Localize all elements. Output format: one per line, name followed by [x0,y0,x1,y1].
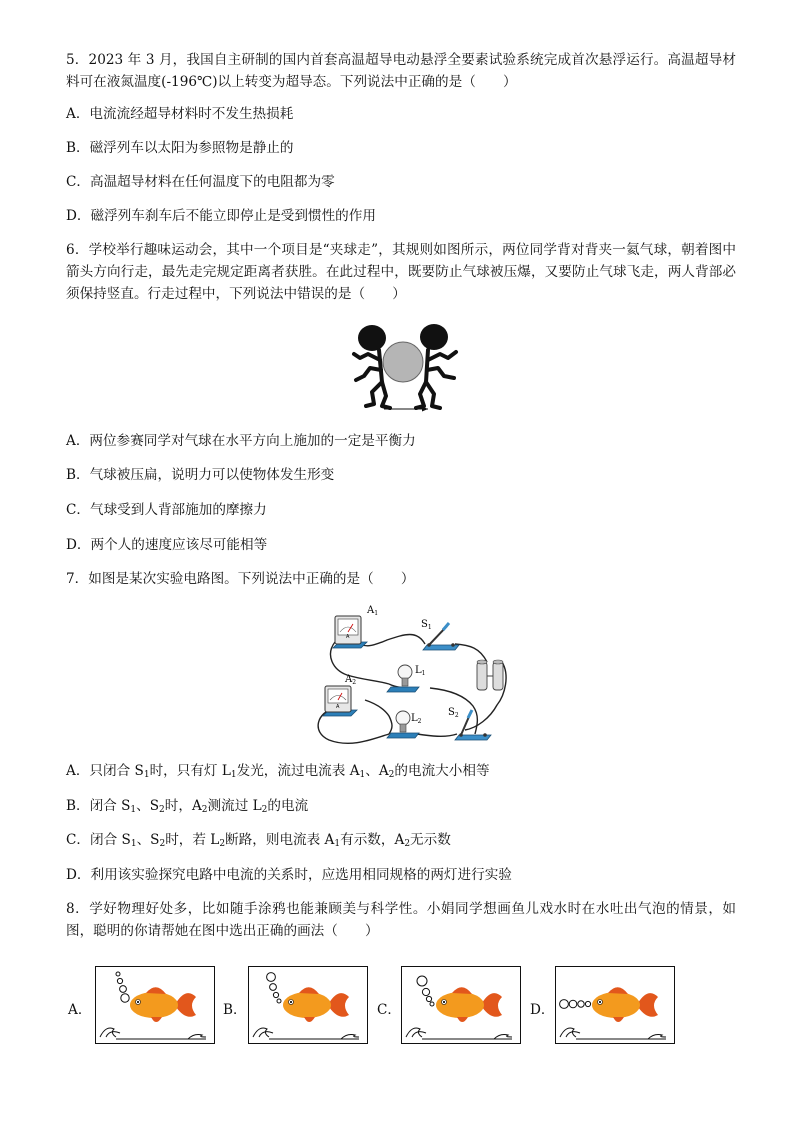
bubbles-icon [560,1000,591,1009]
q5-option-b[interactable]: B．磁浮列车以太阳为参照物是静止的 [66,140,294,156]
question-6-stem: 6．学校举行趣味运动会，其中一个项目是“夹球走”，其规则如图所示，两位同学背对背夹一氦气球，朝着图中箭头方向行走，最先走完规定距离者获胜。在此过程中，既要防止气球被压爆，又要防止气球飞走，两人背部必须保持竖直。行走过程中，下列说法中错误的是（ ） [66,242,736,302]
battery [477,660,503,690]
ball-walk-figure [346,320,466,415]
q8-choice-d-label[interactable]: D． [530,1002,555,1018]
q8-choice-c-picture[interactable] [401,966,521,1044]
q7-option-b[interactable]: B．闭合 $S_1$、$S_2$时，$A_2$测流过 $L_2$的电流 [66,798,309,815]
seaweed-icon [560,1028,666,1039]
q6-option-d[interactable]: D．两个人的速度应该尽可能相等 [66,537,268,553]
left-person-head [358,325,386,351]
question-5-stem: 5．2023 年 3 月，我国自主研制的国内首套高温超导电动悬浮全要素试验系统完成首次悬浮运行。高温超导材料可在液氮温度(-196℃)以上转变为超导态。下列说法中正确的是（ ） [66,52,736,90]
q6-option-c[interactable]: C．气球受到人背部施加的摩擦力 [66,502,267,518]
bubbles-icon [267,973,281,1003]
label-a1: $A_1$ [367,605,379,617]
q7-option-a[interactable]: A．只闭合 $S_1$时，只有灯 $L_1$发光，流过电流表 $A_1$、$A_2$的电流大小相等 [66,763,490,780]
goldfish-icon [592,987,658,1022]
question-7-stem: 7．如图是某次实验电路图。下列说法中正确的是（ ） [66,571,415,587]
svg-text:A: A [336,704,340,710]
q7-option-d[interactable]: D．利用该实验探究电路中电流的关系时，应选用相同规格的两灯进行实验 [66,867,512,883]
goldfish-icon [436,987,502,1022]
seaweed-icon [253,1028,359,1039]
q8-choice-d-picture[interactable] [555,966,675,1044]
bubbles-icon [116,972,129,1002]
balloon [383,342,423,382]
label-s2: $S_2$ [448,707,459,719]
q8-choice-a-label[interactable]: A． [68,1002,92,1018]
seaweed-icon [406,1028,512,1039]
q5-option-d[interactable]: D．磁浮列车刹车后不能立即停止是受到惯性的作用 [66,208,376,224]
switch-s2 [455,710,491,740]
right-person-head [420,324,448,350]
seaweed-icon [100,1028,206,1039]
goldfish-icon [130,987,196,1022]
question-8-stem: 8．学好物理好处多，比如随手涂鸦也能兼顾美与科学性。小娟同学想画鱼儿戏水时在水吐出气泡的情景，如图，聪明的你请帮她在图中选出正确的画法（ ） [66,901,736,939]
label-l2: $L_2$ [411,713,422,725]
q6-option-a[interactable]: A．两位参赛同学对气球在水平方向上施加的一定是平衡力 [66,433,416,449]
svg-text:A: A [346,634,350,640]
ammeter-a2 [323,686,357,716]
q5-option-c[interactable]: C．高温超导材料在任何温度下的电阻都为零 [66,174,335,190]
circuit-figure [305,600,510,750]
q8-choice-c-label[interactable]: C． [377,1002,401,1018]
q8-choice-b-picture[interactable] [248,966,368,1044]
q6-option-b[interactable]: B．气球被压扁，说明力可以使物体发生形变 [66,467,335,483]
goldfish-icon [283,987,349,1022]
q5-option-a[interactable]: A．电流流经超导材料时不发生热损耗 [66,106,294,122]
label-l1: $L_1$ [415,665,426,677]
q7-option-c[interactable]: C．闭合 $S_1$、$S_2$时，若 $L_2$断路，则电流表 $A_1$有示数，$A_2$无示数 [66,832,451,849]
bubbles-icon [417,976,434,1006]
label-a2: $A_2$ [345,674,357,686]
label-s1: $S_1$ [421,619,432,631]
q8-choice-b-label[interactable]: B． [223,1002,247,1018]
ammeter-a1 [333,616,367,648]
q8-choice-a-picture[interactable] [95,966,215,1044]
